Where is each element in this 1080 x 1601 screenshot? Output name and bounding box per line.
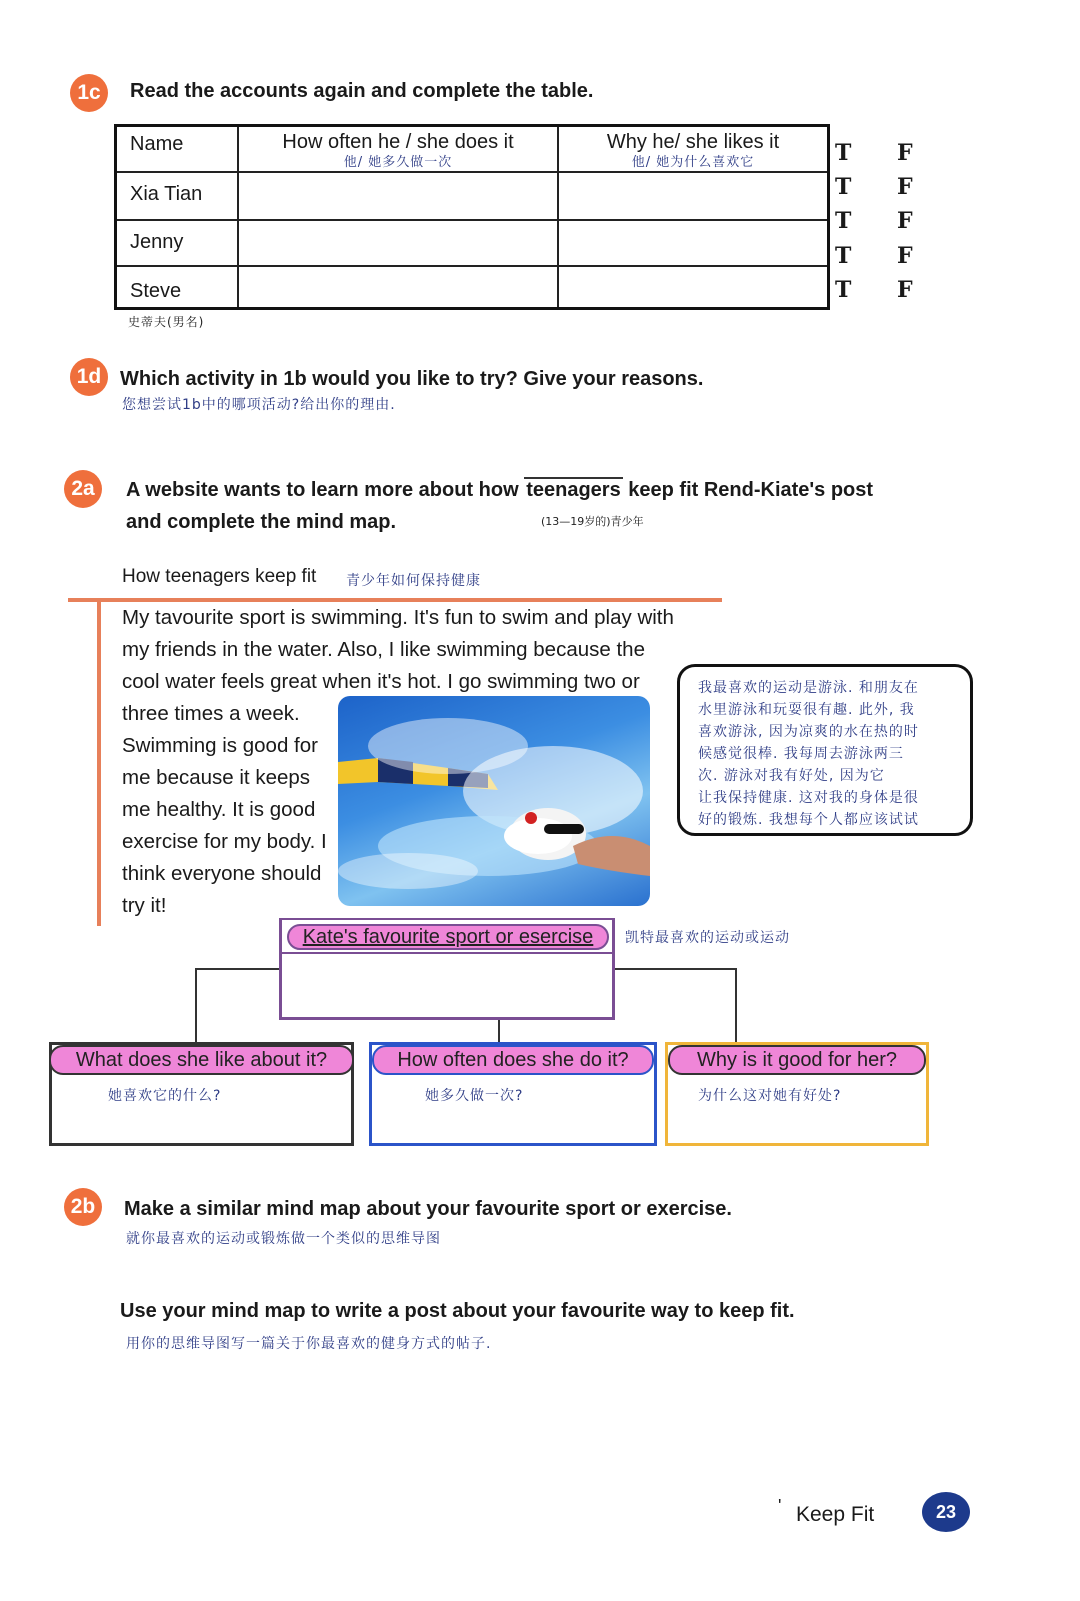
section-badge-2b: 2b [64,1188,102,1226]
false-option[interactable]: F [897,140,913,166]
bubble-line: 喜欢游泳, 因为凉爽的水在热的时 [698,724,919,740]
table-row-name: Jenny [130,231,184,253]
mindmap-center-divider [279,952,615,954]
post-line: cool water feels great when it's hot. I go swimming two or [122,670,640,693]
section-badge-1c: 1c [70,74,108,112]
mindmap-connector [735,968,737,1044]
vocab-word-teenagers: teenagers [526,479,621,501]
footer-unit-title: Keep Fit [796,1503,875,1526]
table-header-name: Name [130,133,184,155]
true-option[interactable]: T [835,140,852,166]
mindmap-box-often-note: 她多久做一次? [425,1088,524,1104]
instruction-2a-part2: keep fit Rend-Kiate's post [622,479,874,501]
post-title: How teenagers keep fit [122,566,317,587]
true-option[interactable]: T [835,277,852,303]
true-option[interactable]: T [835,174,852,200]
mindmap-connector [498,1020,500,1044]
section-badge-2a: 2a [64,470,102,508]
mindmap-box-why-note: 为什么这对她有好处? [698,1088,842,1104]
table-header-why: Why he/ she likes it [606,131,780,153]
mindmap-box-why-label: Why is it good for her? [668,1045,926,1075]
table-row-name: Xia Tian [130,183,203,205]
instruction-2a [126,479,873,502]
instruction-2b: Make a similar mind map about your favourite sport or exercise. [124,1198,732,1220]
post-line: me because it keeps [122,766,311,789]
false-option[interactable]: F [897,277,913,303]
instruction-1d: Which activity in 1b would you like to try? Give your reasons. [120,368,704,390]
table-header-how-often-note: 他/ 她多久做一次 [343,155,453,170]
section-badge-1d: 1d [70,358,108,396]
instruction-1d-translation: 您想尝试1b中的哪项活动?给出你的理由. [122,397,396,413]
true-option[interactable]: T [835,243,852,269]
table-header-how-often: How often he / she does it [282,131,514,153]
instruction-2a-line2: and complete the mind map. [126,511,397,533]
table-row-name: Steve [130,280,182,302]
true-option[interactable]: T [835,208,852,234]
post-line: think everyone should [122,862,322,885]
table-header-why-note: 他/ 她为什么喜欢它 [631,155,755,170]
post-line: My tavourite sport is swimming. It's fun to swim and play with [122,606,674,629]
activity-table [114,124,830,310]
post-line: Swimming is good for [122,734,318,757]
false-option[interactable]: F [897,174,913,200]
swimmer-illustration [338,696,650,906]
mindmap-box-like-note: 她喜欢它的什么? [108,1088,222,1104]
false-option[interactable]: F [897,243,913,269]
post-line: exercise for my body. I [122,830,327,853]
post-line: three times a week. [122,702,300,725]
bubble-line: 候感觉很棒. 我每周去游泳两三 [698,746,904,762]
bubble-line: 让我保持健康. 这对我的身体是很 [698,790,919,806]
instruction-2b-write-translation: 用你的思维导图写一篇关于你最喜欢的健身方式的帖子. [126,1336,492,1352]
bubble-line: 好的锻炼. 我想每个人都应该试试 [698,812,919,828]
instruction-2b-write: Use your mind map to write a post about your favourite way to keep fit. [120,1300,795,1322]
mindmap-connector [615,968,737,970]
bubble-line: 水里游泳和玩耍很有趣. 此外, 我 [698,702,915,718]
page-number: 23 [922,1492,970,1532]
mindmap-connector [195,968,279,970]
mindmap-center-note: 凯特最喜欢的运动或运动 [625,930,790,946]
translation-bubble [677,664,973,836]
footer-tick: ' [778,1496,782,1516]
swimmer-photo [338,696,650,906]
mindmap-connector [195,968,197,1044]
table-note-steve: 史蒂夫(男名) [128,315,205,329]
instruction-2a-part1: A website wants to learn more about how [126,479,525,501]
instruction-2b-translation: 就你最喜欢的运动或锻炼做一个类似的思维导图 [126,1231,441,1247]
mindmap-center-label [287,924,609,950]
post-margin-line [97,598,101,926]
false-option[interactable]: F [897,208,913,234]
instruction-1c: Read the accounts again and complete the table. [130,80,594,102]
mindmap-box-like-label: What does she like about it? [49,1045,354,1075]
post-line: try it! [122,894,167,917]
bubble-line: 我最喜欢的运动是游泳. 和朋友在 [698,680,919,696]
mindmap-box-often-label: How often does she do it? [372,1045,654,1075]
vocab-note: (13—19岁的)青少年 [541,515,644,528]
post-line: me healthy. It is good [122,798,316,821]
bubble-line: 次. 游泳对我有好处, 因为它 [698,768,885,784]
post-title-translation: 青少年如何保持健康 [346,573,481,589]
post-divider [68,598,722,602]
mindmap-center-label-text: Kate's favourite sport or esercise [302,926,594,948]
post-line: my friends in the water. Also, I like swimming because the [122,638,645,661]
